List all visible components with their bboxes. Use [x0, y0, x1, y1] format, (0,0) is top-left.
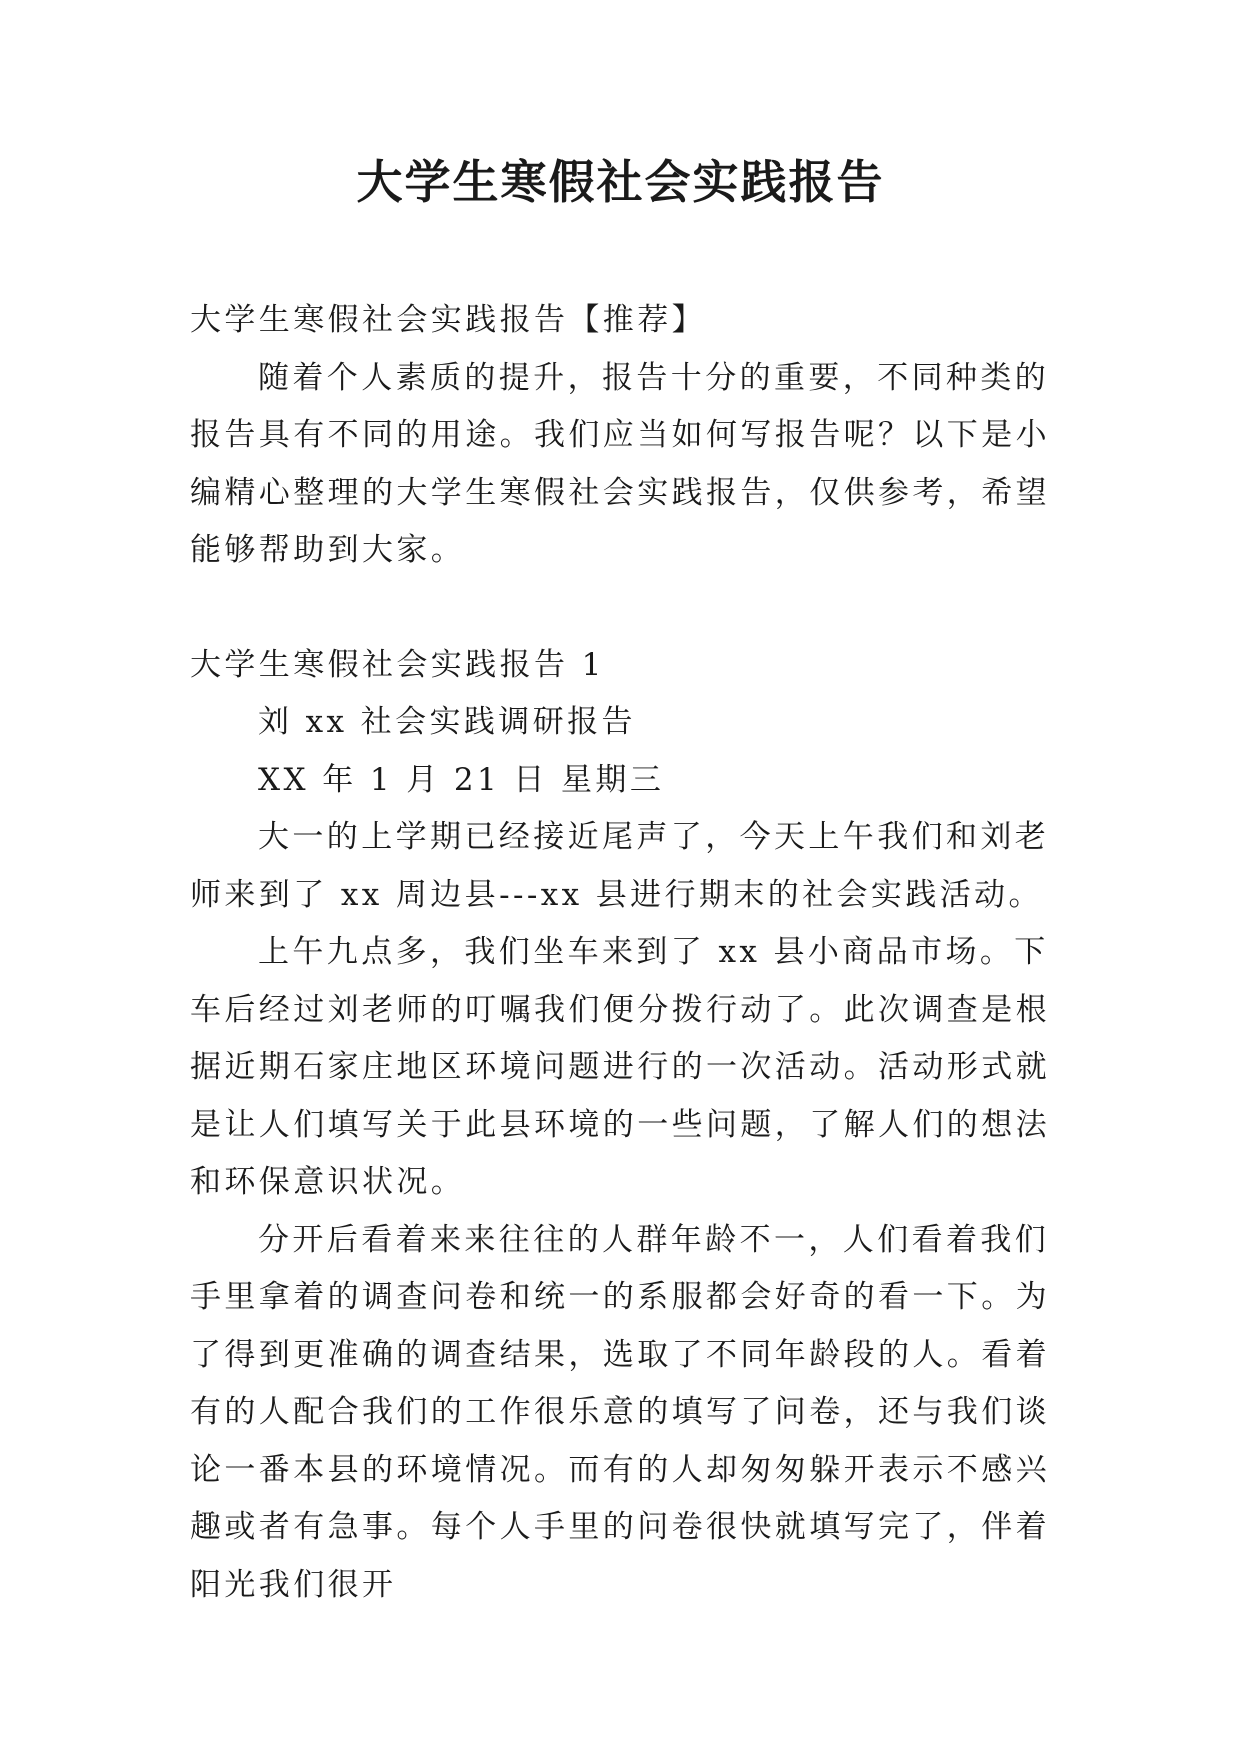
- body-paragraph: 大一的上学期已经接近尾声了，今天上午我们和刘老师来到了 xx 周边县---xx 县进行期末的社会实践活动。: [190, 819, 1050, 913]
- body-paragraph: 上午九点多，我们坐车来到了 xx 县小商品市场。下车后经过刘老师的叮嘱我们便分拨行动了。此次调查是根据近期石家庄地区环境问题进行的一次活动。活动形式就是让人们填写关于此县环境的一些问题，了解人们的想法和环保意识状况。: [190, 934, 1050, 1200]
- document-body: [190, 292, 1050, 1614]
- report-title: 刘 xx 社会实践调研报告: [258, 704, 636, 740]
- report-date: XX 年 1 月 21 日 星期三: [258, 761, 665, 798]
- paragraph-spacer: [190, 580, 1050, 637]
- intro-paragraph: 随着个人素质的提升，报告十分的重要，不同种类的报告具有不同的用途。我们应当如何写报告呢？以下是小编精心整理的大学生寒假社会实践报告，仅供参考，希望能够帮助到大家。: [190, 359, 1050, 568]
- document-subtitle: 大学生寒假社会实践报告【推荐】: [190, 302, 706, 338]
- document-title: 大学生寒假社会实践报告: [356, 155, 885, 209]
- section-heading: 大学生寒假社会实践报告 1: [190, 646, 605, 683]
- body-paragraph: 分开后看着来来往往的人群年龄不一，人们看着我们手里拿着的调查问卷和统一的系服都会好奇的看一下。为了得到更准确的调查结果，选取了不同年龄段的人。看着有的人配合我们的工作很乐意的填写了问卷，还与我们谈论一番本县的环境情况。而有的人却匆匆躲开表示不感兴趣或者有急事。每个人手里的问卷很快就填写完了，伴着阳光我们很开: [190, 1221, 1050, 1603]
